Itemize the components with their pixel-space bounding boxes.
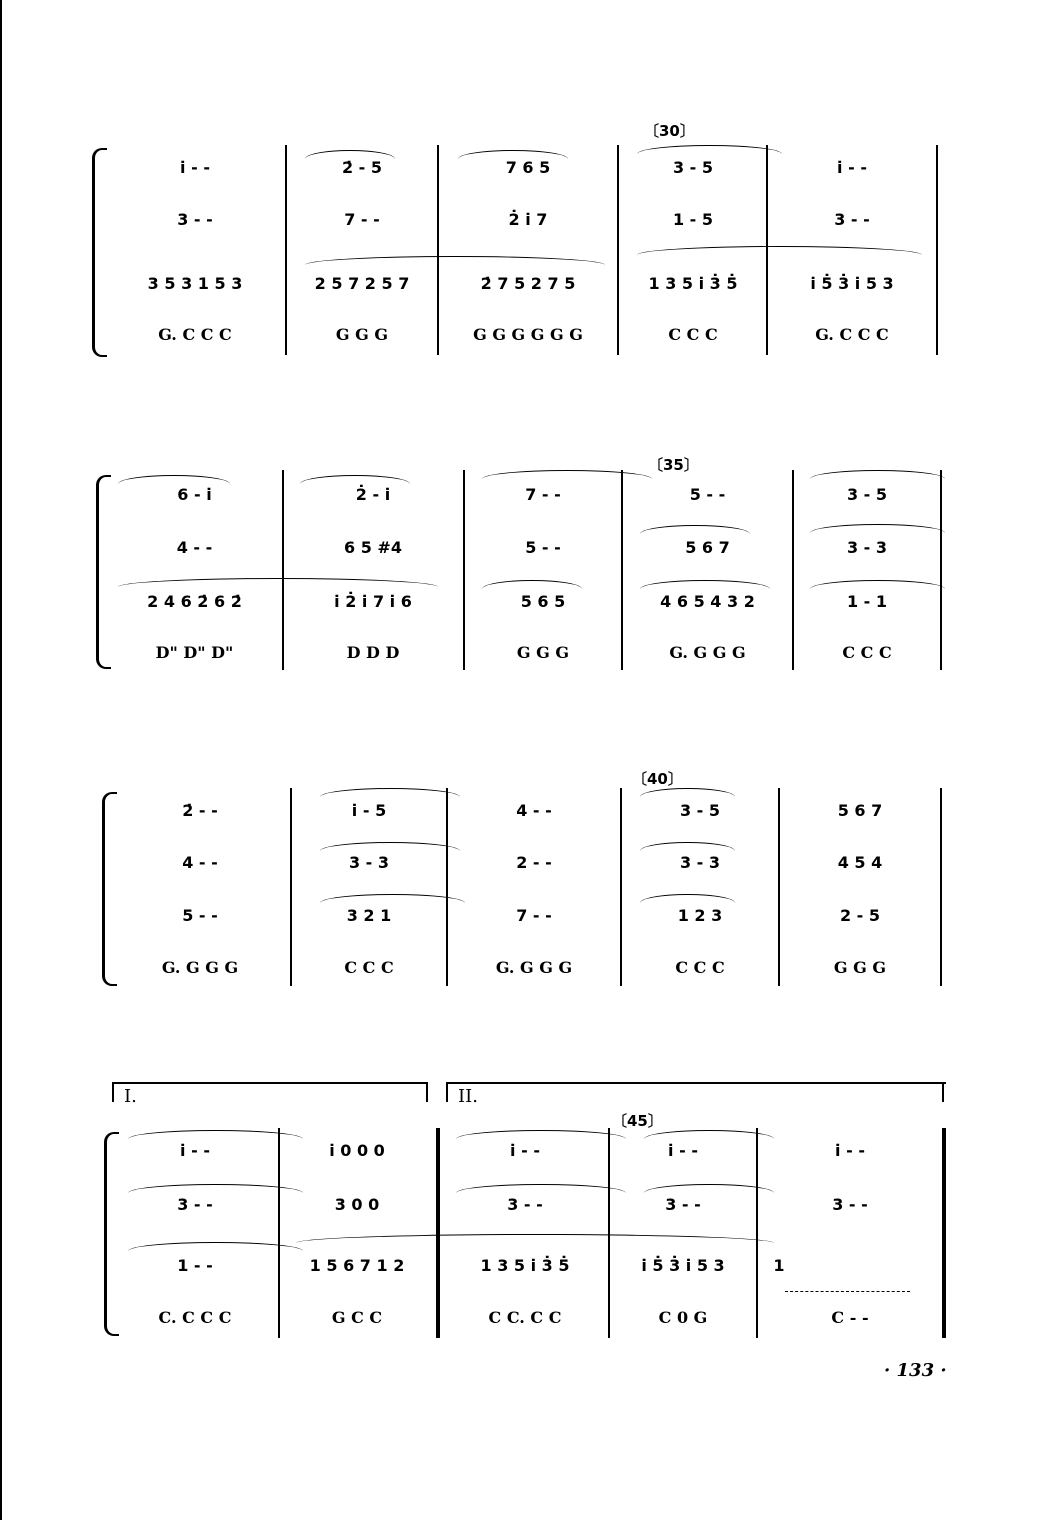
- note-cell: 1 2 3: [677, 906, 723, 925]
- note-cell: 2 4 6 2̇ 6 2̇: [147, 592, 242, 611]
- barline: [463, 470, 465, 670]
- slur: [640, 788, 735, 797]
- chord-cell: C C C: [842, 643, 892, 662]
- note-cell: 2̇ 7 5 2 7 5: [480, 274, 576, 293]
- slur: [128, 1242, 303, 1251]
- fermata-extension: [785, 1291, 910, 1292]
- system-brace: [92, 148, 107, 357]
- barline: [940, 788, 942, 986]
- slur: [296, 1234, 774, 1243]
- note-cell: i̇ - -: [180, 158, 210, 177]
- note-cell: 7 - -: [344, 210, 380, 229]
- note-cell: 3 - -: [177, 1195, 213, 1214]
- note-cell: 2 5 7 2 5 7: [314, 274, 410, 293]
- chord-cell: C C C: [668, 325, 718, 344]
- slur: [128, 1184, 303, 1193]
- note-cell: 3 - 5: [846, 485, 888, 504]
- note-cell: 7 6 5: [505, 158, 551, 177]
- slur: [320, 788, 460, 797]
- slur: [640, 525, 750, 534]
- barline: [282, 470, 284, 670]
- note-cell: 5 - -: [689, 485, 726, 504]
- note-cell: 1 5 6 7 1 2: [309, 1256, 405, 1275]
- chord-cell: C - -: [831, 1308, 869, 1327]
- note-cell: 1 - 5: [672, 210, 714, 229]
- slur: [456, 1130, 626, 1139]
- barline: [621, 470, 623, 670]
- slur: [482, 580, 582, 589]
- note-cell: i̇ 0 0 0: [329, 1141, 385, 1160]
- note-cell: 7 - -: [525, 485, 561, 504]
- barline: [617, 145, 619, 355]
- chord-cell: G G G: [516, 643, 570, 662]
- slur: [810, 524, 945, 533]
- chord-cell: G. G G G: [495, 958, 573, 977]
- chord-cell: G G G: [833, 958, 887, 977]
- note-cell: 3 - -: [177, 210, 213, 229]
- slur: [810, 470, 945, 479]
- volta-2-hook: [942, 1082, 944, 1102]
- barline: [278, 1128, 280, 1338]
- note-cell: 2̇ - 5: [341, 158, 383, 177]
- slur: [300, 475, 410, 484]
- note-cell: 1 - 1: [846, 592, 888, 611]
- system-brace: [102, 792, 117, 986]
- chord-cell: G G G: [335, 325, 389, 344]
- slur: [637, 246, 922, 255]
- chord-cell: C C C: [675, 958, 725, 977]
- slur: [320, 894, 465, 903]
- page-left-rule: [0, 0, 2, 1520]
- note-cell: 4 - -: [176, 538, 213, 557]
- note-cell: 3 - -: [832, 1195, 868, 1214]
- note-cell: 7 - -: [516, 906, 552, 925]
- chord-cell: G C C: [331, 1308, 383, 1327]
- volta-2-hook: [446, 1082, 448, 1102]
- note-cell: 3 - -: [665, 1195, 701, 1214]
- barline: [285, 145, 287, 355]
- chord-cell: G. C C C: [815, 325, 889, 344]
- volta-1-hook: [112, 1082, 114, 1102]
- note-cell: 5 6 5: [520, 592, 566, 611]
- chord-cell: C. C C C: [158, 1308, 232, 1327]
- system-brace: [96, 475, 111, 669]
- barline: [778, 788, 780, 986]
- note-cell: 2 - -: [516, 853, 552, 872]
- slur: [456, 1184, 626, 1193]
- slur: [644, 1184, 774, 1193]
- slur: [640, 842, 735, 851]
- note-cell: i̇ - -: [510, 1141, 540, 1160]
- note-cell: 4 6 5 4 3 2: [660, 592, 755, 611]
- note-cell: 5 - -: [525, 538, 561, 557]
- slur: [118, 578, 438, 587]
- note-cell: 2̇ - -: [182, 801, 218, 820]
- slur: [482, 470, 652, 479]
- barline: [608, 1128, 610, 1338]
- note-cell: 4 5 4: [837, 853, 883, 872]
- note-cell: 3 - -: [507, 1195, 543, 1214]
- note-cell: i̇ - -: [668, 1141, 698, 1160]
- note-cell: i̇ 5̇ 3̇ i̇ 5 3: [810, 274, 894, 293]
- chord-cell: D D D: [346, 643, 400, 662]
- measure-number: 〔35〕: [648, 456, 699, 474]
- note-cell: 3 - 3: [348, 853, 390, 872]
- note-cell: 4 - -: [516, 801, 552, 820]
- barline: [936, 145, 938, 355]
- note-cell: 1: [773, 1256, 785, 1275]
- note-cell: i̇ - -: [837, 158, 867, 177]
- slur: [305, 256, 605, 265]
- note-cell: 5 6 7: [837, 801, 883, 820]
- slur: [118, 475, 230, 484]
- chord-cell: C C. C C: [488, 1308, 562, 1327]
- repeat-barline: [436, 1128, 440, 1338]
- measure-number: 〔45〕: [612, 1112, 663, 1130]
- note-cell: 6 5 #4: [344, 538, 402, 557]
- volta-2-label: II.: [458, 1086, 478, 1107]
- chord-cell: G. G G G: [161, 958, 239, 977]
- note-cell: i̇ - -: [180, 1141, 210, 1160]
- barline: [620, 788, 622, 986]
- note-cell: 6 - i̇: [177, 485, 212, 504]
- barline: [446, 788, 448, 986]
- volta-1-hook: [426, 1082, 428, 1102]
- volta-2-line: [446, 1082, 946, 1084]
- note-cell: 3 0 0: [334, 1195, 380, 1214]
- note-cell: i̇ - -: [835, 1141, 865, 1160]
- note-cell: 3 - 3: [679, 853, 721, 872]
- slur: [128, 1130, 303, 1139]
- slur: [320, 842, 460, 851]
- note-cell: 3 - 3: [846, 538, 888, 557]
- system-brace: [104, 1132, 119, 1336]
- note-cell: 4 - -: [182, 853, 218, 872]
- measure-number: 〔40〕: [632, 770, 683, 788]
- barline: [756, 1128, 758, 1338]
- note-cell: i̇ - 5: [351, 801, 387, 820]
- note-cell: 5 - -: [182, 906, 218, 925]
- chord-cell: G G G G G G: [473, 325, 583, 344]
- note-cell: 1 - -: [177, 1256, 213, 1275]
- chord-cell: G. G G G: [669, 643, 746, 662]
- slur: [644, 1130, 774, 1139]
- note-cell: 3 - 5: [679, 801, 721, 820]
- barline: [792, 470, 794, 670]
- note-cell: 1 3 5 i̇ 3̇ 5̇: [480, 1256, 570, 1275]
- chord-cell: D" D" D": [155, 643, 234, 662]
- slur: [810, 580, 945, 589]
- barline: [940, 470, 942, 670]
- slur: [640, 580, 770, 589]
- chord-cell: C C C: [344, 958, 394, 977]
- barline: [290, 788, 292, 986]
- chord-cell: G. C C C: [158, 325, 232, 344]
- volta-1-line: [112, 1082, 427, 1084]
- note-cell: 3 2 1: [346, 906, 392, 925]
- note-cell: 2̇ - i̇: [355, 485, 391, 504]
- note-cell: 1 3 5 i̇ 3̇ 5̇: [648, 274, 738, 293]
- note-cell: i̇ 2̇ i̇ 7 i̇ 6: [334, 592, 412, 611]
- note-cell: 5 6 7: [685, 538, 730, 557]
- final-barline: [942, 1128, 946, 1338]
- volta-1-label: I.: [124, 1086, 137, 1107]
- slur: [640, 894, 735, 903]
- note-cell: 3 - 5: [672, 158, 714, 177]
- chord-cell: C 0 G: [658, 1308, 708, 1327]
- measure-number: 〔30〕: [644, 122, 695, 140]
- note-cell: 3 5 3 1 5 3: [147, 274, 243, 293]
- slur: [637, 145, 782, 154]
- barline: [437, 145, 439, 355]
- page-number: · 133 ·: [884, 1360, 947, 1381]
- note-cell: 3 - -: [834, 210, 870, 229]
- note-cell: 2 - 5: [839, 906, 881, 925]
- note-cell: i̇ 5̇ 3̇ i̇ 5 3: [641, 1256, 725, 1275]
- note-cell: 2̇ i̇ 7: [508, 210, 548, 229]
